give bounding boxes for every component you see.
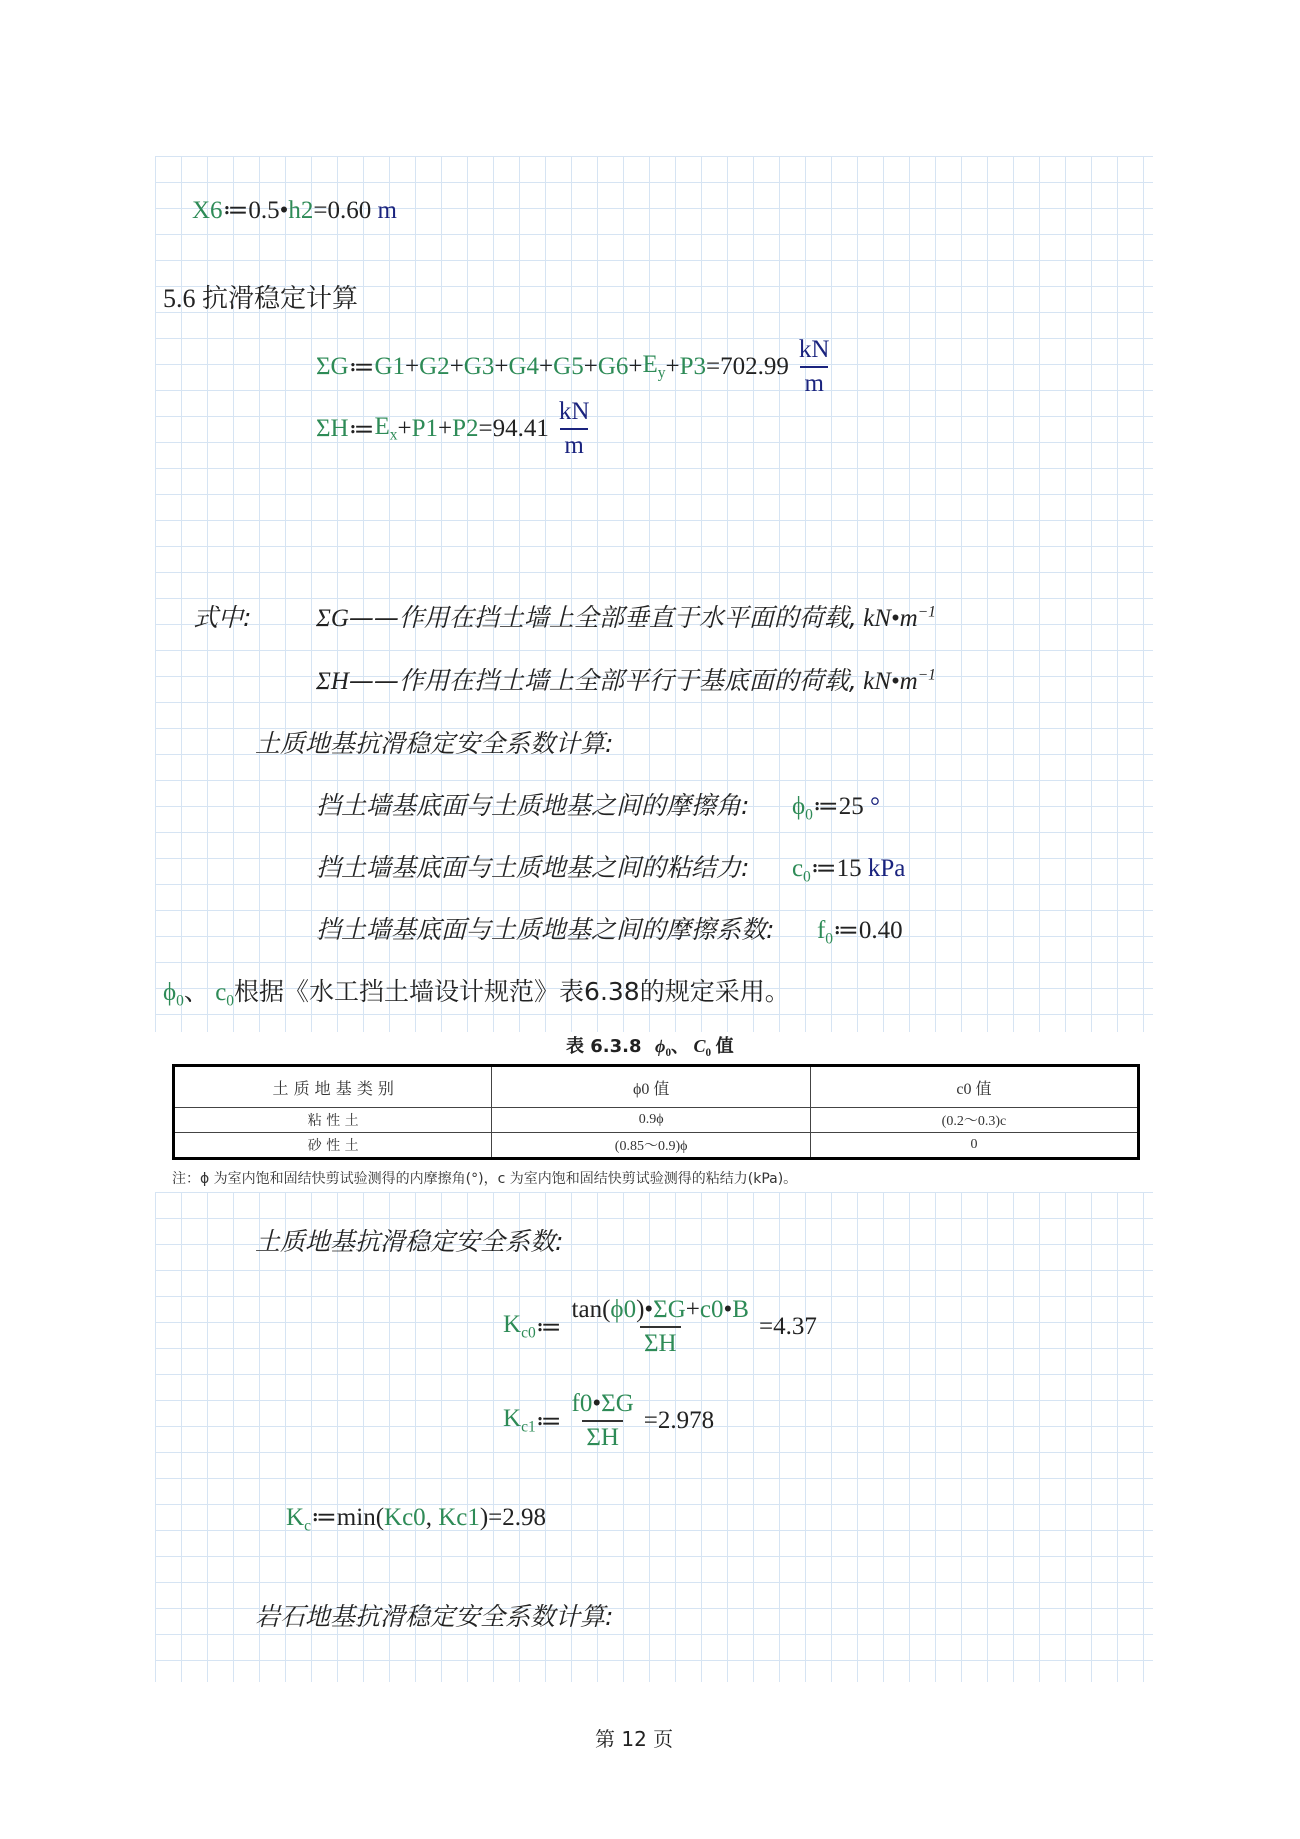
where-g-line: ΣG——作用在挡土墙上全部垂直于水平面的荷载, $kN•m^{-1}$	[316, 603, 936, 632]
kc1-equation: $K_{c1}$ ≔ $\frac{f0•\Sigma G}{\Sigma H}$ = 2.978	[503, 1390, 715, 1451]
table-note: 注：ϕ 为室内饱和固结快剪试验测得的内摩擦角(°)，c 为室内饱和固结快剪试验测得的粘结力(kPa)。	[172, 1171, 798, 1187]
table-cell: 0.9ϕ	[492, 1108, 810, 1133]
page-footer: 第 12 页	[595, 1727, 674, 1751]
table-row	[174, 1133, 1139, 1159]
sum-g-equation: ΣG ≔ G1 + G2 + G3 + G4 + G5 + G6 + $E_y$ + P3 = 702.99 $\frac{kN}{m}$	[316, 336, 830, 397]
table-cell: (0.2～0.3)c	[810, 1108, 1138, 1133]
table-header-cell: ϕ0 值	[492, 1066, 810, 1108]
table-header-cell: 土 质 地 基 类 别	[174, 1066, 492, 1108]
x6-equation: X6≔0.5•h2=0.60 m	[192, 197, 397, 224]
section-heading: 5.6 抗滑稳定计算	[163, 284, 359, 314]
soil-calc-title: 土质地基抗滑稳定安全系数计算:	[255, 729, 614, 758]
spec-reference-line: $\phi_0$、 $c_0$根据《水工挡土墙设计规范》表6.38的规定采用。	[163, 977, 790, 1010]
table-cell: (0.85～0.9)ϕ	[492, 1133, 810, 1159]
rock-calc-title: 岩石地基抗滑稳定安全系数计算:	[255, 1602, 614, 1631]
table-cell: 0	[810, 1133, 1138, 1159]
where-label: 式中:	[193, 603, 252, 632]
f0-line: 挡土墙基底面与土质地基之间的摩擦系数: $f_0≔0.40$	[316, 915, 903, 948]
page-number: 12	[621, 1727, 647, 1751]
c0-line: 挡土墙基底面与土质地基之间的粘结力: $c_0≔15$ kPa	[316, 853, 906, 886]
where-h-line: ΣH——作用在挡土墙上全部平行于基底面的荷载, $kN•m^{-1}$	[316, 666, 936, 695]
kc0-equation: $K_{c0}$ ≔ $\frac{\tan(\phi 0)•\Sigma G+c0•B}{\Sigma H}$ = 4.37	[503, 1296, 817, 1357]
kc-equation: $K_c≔\min(Kc0$, Kc1)=2.98	[286, 1504, 547, 1535]
soil-factor-title: 土质地基抗滑稳定安全系数:	[255, 1227, 564, 1256]
phi0-line: 挡土墙基底面与土质地基之间的摩擦角: $\phi_0≔25$ °	[316, 791, 880, 824]
table-cell: 粘 性 土	[174, 1108, 492, 1133]
sum-h-equation: ΣH ≔ $E_x$ + P1 + P2 = 94.41 $\frac{kN}{m}$	[316, 398, 590, 459]
table-row	[174, 1108, 1139, 1133]
table-cell: 砂 性 土	[174, 1133, 492, 1159]
friction-cohesion-table	[172, 1064, 1140, 1160]
table-header-cell: c0 值	[810, 1066, 1138, 1108]
table-caption: 表 6.3.8 $\phi_0$、 $C_0$ 值	[566, 1036, 734, 1059]
table-header-row	[174, 1066, 1139, 1108]
